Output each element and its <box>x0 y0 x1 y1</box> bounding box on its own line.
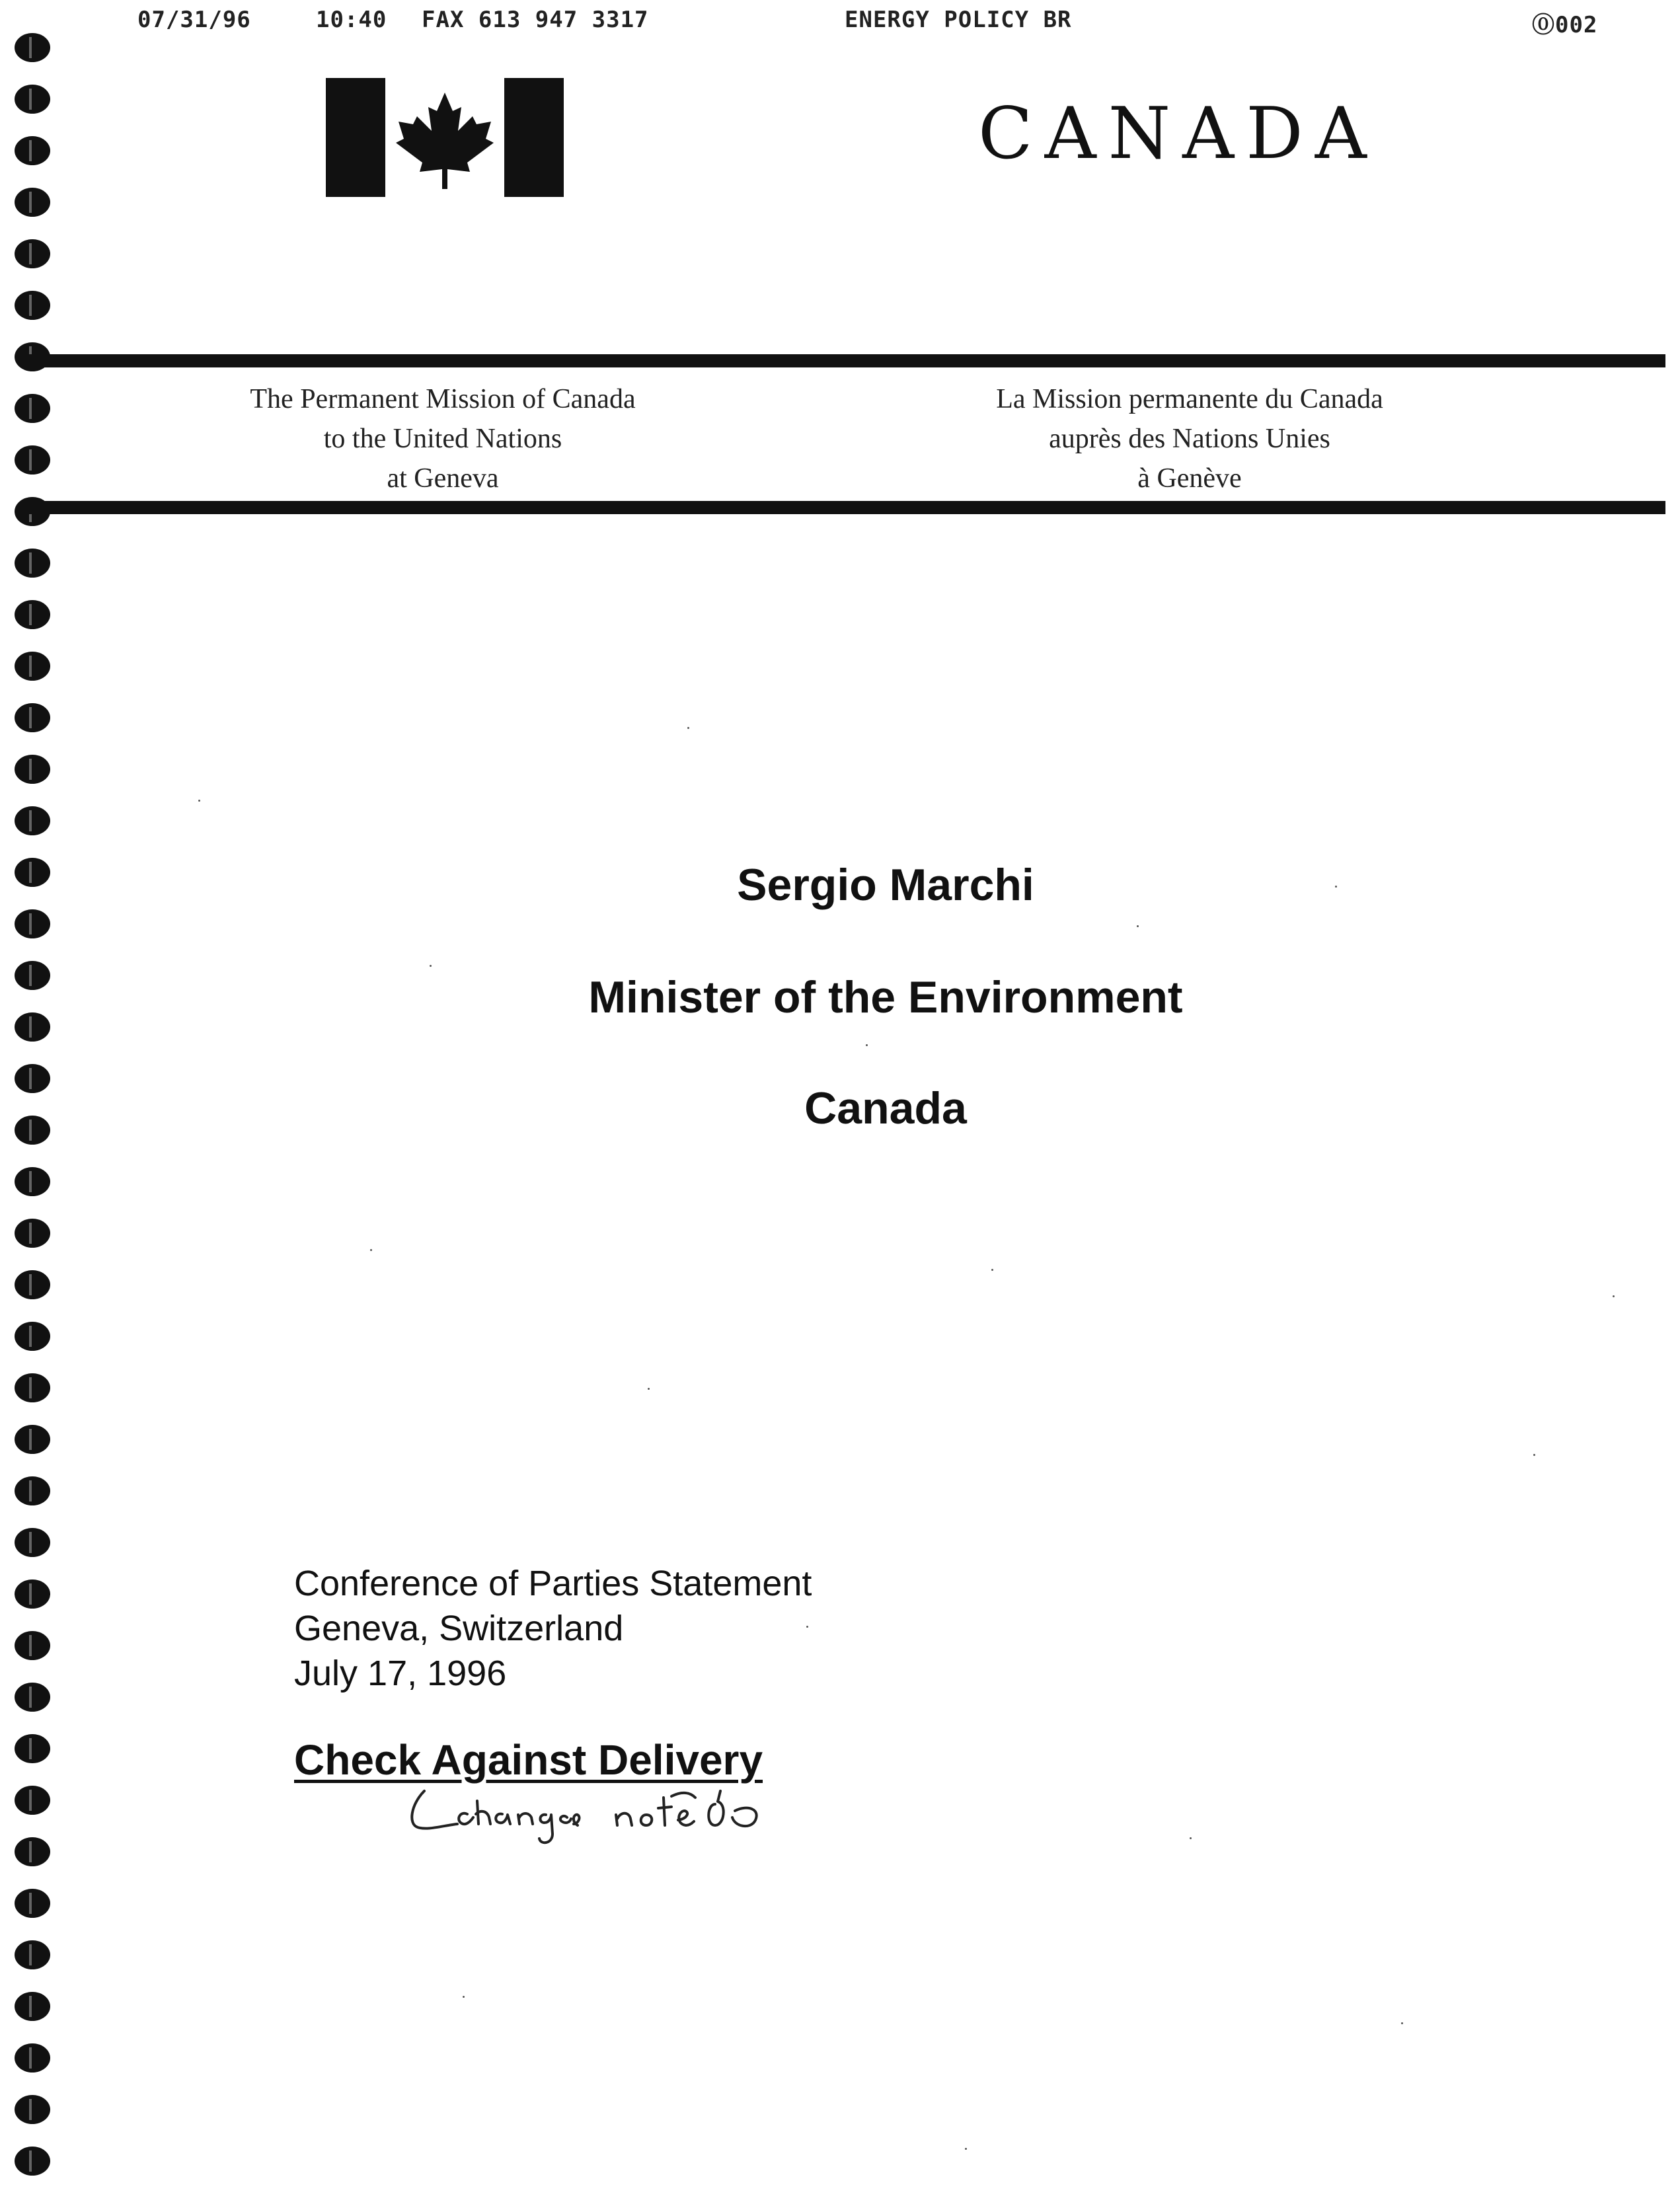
mission-name-french <box>925 379 1454 498</box>
binder-hole-icon <box>15 755 50 784</box>
binder-hole-icon <box>15 703 50 732</box>
binder-hole-icon <box>15 1012 50 1042</box>
binder-hole-icon <box>15 1837 50 1866</box>
binder-hole-icon <box>15 1683 50 1712</box>
scan-speck <box>965 2148 967 2150</box>
binder-hole-icon <box>15 1786 50 1815</box>
fax-date: 07/31/96 <box>137 7 251 33</box>
binder-hole-icon <box>15 188 50 217</box>
fax-department: ENERGY POLICY BR <box>845 7 1072 33</box>
binder-hole-icon <box>15 858 50 887</box>
mission-fr-line-1: La Mission permanente du Canada <box>996 384 1383 414</box>
binder-hole-icon <box>15 961 50 990</box>
event-details <box>294 1561 812 1696</box>
event-location: Geneva, Switzerland <box>294 1609 624 1648</box>
event-name: Conference of Parties Statement <box>294 1564 812 1603</box>
binder-hole-icon <box>15 33 50 62</box>
scan-speck <box>866 1044 868 1046</box>
mission-fr-line-2: auprès des Nations Unies <box>1049 424 1330 454</box>
scan-speck <box>198 800 200 802</box>
binder-hole-icon <box>15 239 50 268</box>
binder-hole-icon <box>15 549 50 578</box>
binder-hole-icon <box>15 1631 50 1660</box>
scan-speck <box>806 1626 808 1628</box>
check-against-delivery-notice: Check Against Delivery <box>294 1736 763 1784</box>
canada-wordmark: CANADA <box>978 93 1379 175</box>
scan-speck <box>991 1269 993 1271</box>
scan-speck <box>463 1996 465 1998</box>
binder-hole-icon <box>15 1734 50 1763</box>
binder-hole-icon <box>15 1579 50 1609</box>
fax-number: FAX 613 947 3317 <box>422 7 649 33</box>
scan-speck <box>687 727 689 729</box>
binder-hole-icon <box>15 1322 50 1351</box>
binder-hole-icon <box>15 445 50 475</box>
scan-speck <box>1137 925 1139 927</box>
letterhead-rule-top <box>26 354 1665 367</box>
binder-hole-icon <box>15 600 50 629</box>
fax-time: 10:40 <box>316 7 387 33</box>
scan-speck <box>1613 1295 1615 1297</box>
maple-leaf-flag-icon <box>326 78 564 197</box>
mission-en-line-2: to the United Nations <box>323 424 562 454</box>
binder-hole-icon <box>15 1425 50 1454</box>
letterhead-rule-bottom <box>26 501 1665 514</box>
scan-speck <box>370 1249 372 1251</box>
handwritten-note-changes-noted <box>404 1778 827 1877</box>
binder-hole-icon <box>15 291 50 320</box>
mission-en-line-1: The Permanent Mission of Canada <box>250 384 636 414</box>
binder-hole-icon <box>15 1064 50 1093</box>
binder-hole-icon <box>15 1528 50 1557</box>
binder-hole-icon <box>15 652 50 681</box>
mission-en-line-3: at Geneva <box>387 463 499 494</box>
scan-speck <box>1190 1837 1192 1839</box>
binder-hole-icon <box>15 1167 50 1196</box>
binder-hole-icon <box>15 394 50 423</box>
scan-speck <box>1533 1454 1535 1456</box>
binder-hole-icon <box>15 1476 50 1505</box>
speaker-title: Minister of the Environment <box>588 972 1183 1022</box>
scan-speck <box>648 1388 650 1390</box>
speaker-name: Sergio Marchi <box>737 860 1034 910</box>
binder-hole-icon <box>15 1889 50 1918</box>
binder-hole-icon <box>15 85 50 114</box>
binder-hole-icon <box>15 1116 50 1145</box>
scan-speck <box>1401 2022 1403 2024</box>
binder-hole-icon <box>15 806 50 835</box>
binder-hole-icon <box>15 2043 50 2073</box>
binder-hole-icon <box>15 1219 50 1248</box>
binder-hole-icon <box>15 136 50 165</box>
speaker-country: Canada <box>804 1083 967 1133</box>
binder-hole-icon <box>15 909 50 938</box>
scan-speck <box>430 965 432 967</box>
fax-page-number: ⓪002 <box>1532 12 1598 38</box>
binder-hole-icon <box>15 1992 50 2021</box>
mission-fr-line-3: à Genève <box>1137 463 1242 494</box>
binder-hole-icon <box>15 1270 50 1299</box>
scan-speck <box>1335 886 1337 888</box>
binder-hole-icon <box>15 1373 50 1402</box>
binder-hole-icon <box>15 2095 50 2124</box>
mission-name-english <box>198 379 687 498</box>
binder-hole-icon <box>15 2147 50 2176</box>
event-date: July 17, 1996 <box>294 1654 507 1693</box>
binder-hole-icon <box>15 1940 50 1969</box>
